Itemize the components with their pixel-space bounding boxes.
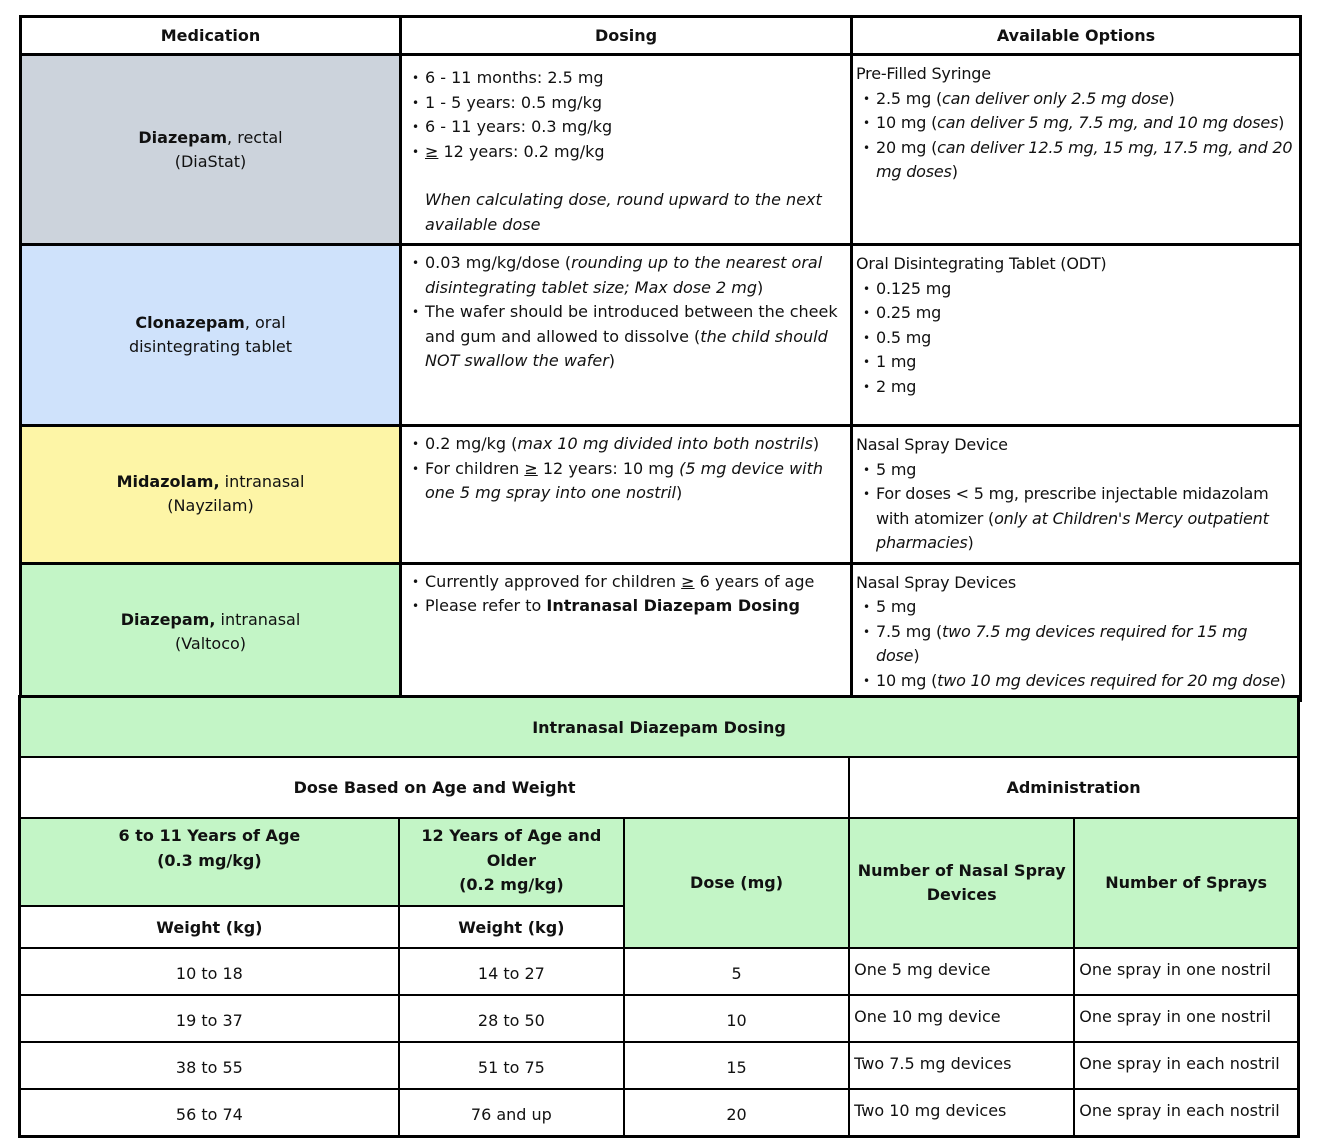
sprays: One spray in each nostril <box>1074 1089 1298 1137</box>
options-cell <box>852 245 1301 426</box>
medication-name-cell <box>21 426 401 564</box>
dosing-item-text: Please refer to <box>425 596 547 615</box>
intranasal-diazepam-dosing-table <box>18 695 1300 1138</box>
options-cell <box>852 55 1301 245</box>
options-list <box>856 458 1295 556</box>
header-available-options: Available Options <box>852 17 1301 55</box>
dosing-cell <box>401 563 852 701</box>
weight-12-plus: 76 and up <box>399 1089 624 1137</box>
option-note: can deliver only 2.5 mg dose <box>942 88 1169 108</box>
dosing-item-close: ) <box>608 351 616 370</box>
option-item: • 0.5 mg <box>856 326 1295 351</box>
medication-table <box>19 15 1302 702</box>
dosing-item-text: For children <box>425 458 525 478</box>
devices: Two 10 mg devices <box>849 1089 1074 1137</box>
dosing-item-text: 12 years: 10 mg <box>537 458 680 478</box>
weight-12-plus: 51 to 75 <box>399 1042 624 1089</box>
weight-12-plus: 28 to 50 <box>399 995 624 1042</box>
dose-mg-header: Dose (mg) <box>624 818 849 948</box>
section-header-row <box>20 757 1299 818</box>
dosing-item <box>405 457 842 506</box>
dosing-item-note: max 10 mg divided into both nostrils <box>517 434 813 453</box>
option-item: • 0.125 mg <box>856 277 1295 302</box>
dosing-item-text: 6 years of age <box>694 571 815 591</box>
medication-row-diazepam-rectal <box>21 55 1301 245</box>
devices: One 10 mg device <box>849 995 1074 1042</box>
medication-route: , oral <box>244 313 286 332</box>
option-note: can deliver 5 mg, 7.5 mg, and 10 mg doses <box>937 113 1279 132</box>
age-group-6-11-header <box>20 818 399 906</box>
option-close: ) <box>1168 88 1175 108</box>
dosing-item-text: The wafer should be introduced between the cheek and gum and allowed to dissolve ( <box>425 302 838 346</box>
age-group-rate: (0.2 mg/kg) <box>459 875 564 894</box>
medication-route: intranasal <box>215 609 301 629</box>
dosing-row <box>20 1089 1299 1137</box>
header-medication: Medication <box>21 17 401 55</box>
dosing-cell <box>401 55 852 245</box>
options-title: Oral Disintegrating Tablet (ODT) <box>856 254 1107 273</box>
dosing-cell <box>401 245 852 426</box>
dosing-item-text: 0.03 mg/kg/dose ( <box>425 253 572 272</box>
option-text: For doses < 5 mg, prescribe injectable midazolam with atomizer ( <box>876 484 1269 528</box>
option-item: • 0.25 mg <box>856 301 1295 326</box>
options-title: Pre-Filled Syringe <box>856 64 991 83</box>
dosing-row <box>20 995 1299 1042</box>
dose-mg: 10 <box>624 995 849 1042</box>
option-note: two 10 mg devices required for 20 mg dose <box>937 670 1280 690</box>
dosing-list <box>405 66 842 164</box>
weight-6-11: 19 to 37 <box>20 995 399 1042</box>
option-item: • 5 mg <box>856 458 1295 483</box>
age-group-rate: (0.3 mg/kg) <box>157 850 262 870</box>
medication-row-diazepam-intranasal <box>21 563 1301 701</box>
medication-brand: (DiaStat) <box>174 151 247 171</box>
dosing-list <box>405 570 842 619</box>
dosing-row <box>20 1042 1299 1089</box>
dosing-title-row <box>20 697 1299 758</box>
option-close: ) <box>967 533 974 552</box>
devices-header: Number of Nasal Spray Devices <box>849 818 1074 948</box>
ge-symbol: ≥ <box>425 141 439 161</box>
sprays: One spray in one nostril <box>1074 995 1298 1042</box>
option-text: 10 mg ( <box>876 670 938 690</box>
sprays-header: Number of Sprays <box>1074 818 1298 948</box>
option-item <box>856 87 1295 112</box>
option-item: • 2 mg <box>856 375 1295 400</box>
dosing-item: • 6 - 11 years: 0.3 mg/kg <box>405 115 842 140</box>
dosing-item <box>405 300 842 374</box>
weight-6-11: 38 to 55 <box>20 1042 399 1089</box>
sprays: One spray in each nostril <box>1074 1042 1298 1089</box>
weight-header-6-11: Weight (kg) <box>20 906 399 948</box>
medication-name: Clonazepam <box>135 313 245 332</box>
devices: One 5 mg device <box>849 948 1074 995</box>
section-dose-header: Dose Based on Age and Weight <box>20 757 850 818</box>
dose-mg: 5 <box>624 948 849 995</box>
option-item <box>856 620 1295 669</box>
options-list <box>856 87 1295 185</box>
option-text: 2.5 mg ( <box>876 88 943 108</box>
option-close: ) <box>951 162 958 181</box>
dosing-item-text: 0.2 mg/kg ( <box>425 434 518 453</box>
option-item <box>856 669 1295 694</box>
dose-mg: 15 <box>624 1042 849 1089</box>
medication-row-clonazepam <box>21 245 1301 426</box>
dosing-item-text: Currently approved for children <box>425 571 682 591</box>
options-title: Nasal Spray Device <box>856 435 1008 454</box>
dosing-item-text: 12 years: 0.2 mg/kg <box>438 141 605 161</box>
option-note: only at Children's Mercy outpatient pharmacies <box>876 508 1269 552</box>
section-administration-header: Administration <box>849 757 1298 818</box>
dosing-item: • 6 - 11 months: 2.5 mg <box>405 66 842 91</box>
options-list <box>856 277 1295 400</box>
dose-mg: 20 <box>624 1089 849 1137</box>
option-item <box>856 136 1295 185</box>
age-group-12-plus-header <box>399 818 624 906</box>
medication-row-midazolam <box>21 426 1301 564</box>
option-item <box>856 482 1295 556</box>
dosing-item-note: (5 mg device with one 5 mg spray into one nostril <box>425 458 824 502</box>
options-cell <box>852 426 1301 564</box>
dosing-cell <box>401 426 852 564</box>
medication-table-header <box>21 17 1301 55</box>
dosing-item: • 1 - 5 years: 0.5 mg/kg <box>405 91 842 116</box>
medication-name-cell <box>21 55 401 245</box>
dosing-list <box>405 251 842 374</box>
dosing-item <box>405 432 842 457</box>
option-note: two 7.5 mg devices required for 15 mg dose <box>876 621 1248 665</box>
options-title: Nasal Spray Devices <box>856 572 1016 592</box>
weight-header-12-plus: Weight (kg) <box>399 906 624 948</box>
ge-symbol: ≥ <box>524 458 538 478</box>
medication-route: intranasal <box>219 472 305 492</box>
ge-symbol: ≥ <box>681 571 695 591</box>
option-text: 10 mg ( <box>876 113 938 132</box>
dosing-item-note: the child should NOT swallow the wafer <box>425 326 828 370</box>
age-group-label-cont: Older <box>486 850 536 870</box>
dosing-item <box>405 594 842 619</box>
devices: Two 7.5 mg devices <box>849 1042 1074 1089</box>
dosing-item-note: rounding up to the nearest oral disintegrating tablet size; Max dose 2 mg <box>425 253 823 297</box>
medication-brand: (Nayzilam) <box>167 496 254 516</box>
dosing-row <box>20 948 1299 995</box>
age-group-label: 12 Years of Age and <box>421 826 602 845</box>
medication-name: Diazepam, <box>120 609 216 629</box>
weight-12-plus: 14 to 27 <box>399 948 624 995</box>
dosing-reference-link[interactable]: Intranasal Diazepam Dosing <box>546 596 800 615</box>
option-close: ) <box>1279 670 1286 690</box>
option-close: ) <box>913 646 920 665</box>
medication-brand: disintegrating tablet <box>128 337 293 356</box>
options-cell <box>852 563 1301 701</box>
medication-name-cell <box>21 245 401 426</box>
dosing-item <box>405 140 842 165</box>
medication-name: Midazolam, <box>116 472 220 492</box>
sprays: One spray in one nostril <box>1074 948 1298 995</box>
weight-6-11: 10 to 18 <box>20 948 399 995</box>
option-item: • 5 mg <box>856 595 1295 620</box>
dosing-item-close: ) <box>675 483 683 502</box>
medication-name-cell <box>21 563 401 701</box>
age-group-label: 6 to 11 Years of Age <box>118 826 301 845</box>
weight-6-11: 56 to 74 <box>20 1089 399 1137</box>
group-header-row <box>20 818 1299 906</box>
dosing-item-close: ) <box>812 434 820 453</box>
option-text: 20 mg ( <box>876 137 938 157</box>
dosing-table-title: Intranasal Diazepam Dosing <box>20 697 1299 758</box>
medication-name: Diazepam <box>138 127 228 147</box>
option-note: can deliver 12.5 mg, 15 mg, 17.5 mg, and 20 mg doses <box>876 137 1293 181</box>
dosing-list <box>405 432 842 506</box>
dosing-item <box>405 251 842 300</box>
options-list <box>856 595 1295 693</box>
dosing-item-close: ) <box>757 277 764 297</box>
dosing-item <box>405 570 842 595</box>
option-item <box>856 111 1295 136</box>
dosing-note: When calculating dose, round upward to the next available dose <box>425 190 822 234</box>
header-dosing: Dosing <box>401 17 852 55</box>
option-item: • 1 mg <box>856 350 1295 375</box>
medication-route: , rectal <box>227 127 283 147</box>
medication-brand: (Valtoco) <box>174 633 247 653</box>
option-close: ) <box>1278 113 1285 132</box>
option-text: 7.5 mg ( <box>876 621 943 641</box>
